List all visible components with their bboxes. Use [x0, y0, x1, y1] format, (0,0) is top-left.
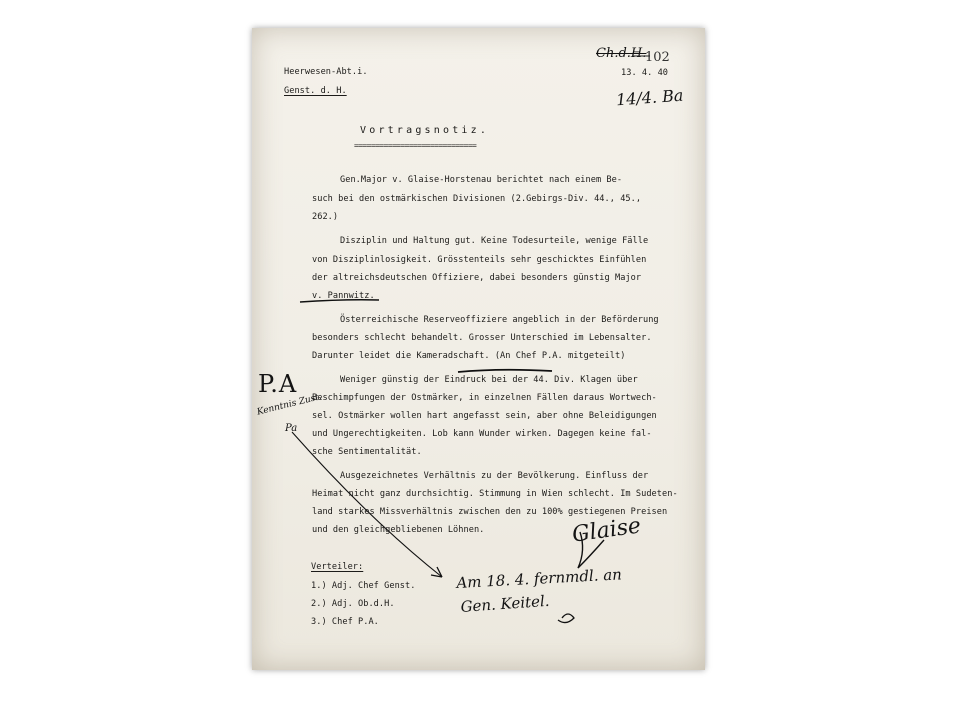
distribution-heading: Verteiler:	[311, 562, 364, 572]
body-line: Beschimpfungen der Ostmärker, in einzelnen Fällen daraus Wortwech-	[312, 393, 657, 403]
distribution-item: 3.) Chef P.A.	[311, 617, 379, 627]
body-line: v. Pannwitz.	[312, 291, 375, 301]
pen-underline-pannwitz	[300, 300, 379, 302]
signature: Glaise	[570, 513, 643, 548]
body-line: besonders schlecht behandelt. Grosser Unterschied im Lebensalter.	[312, 333, 652, 343]
document-title: Vortragsnotiz.	[360, 125, 490, 136]
handwritten-pa: P.A	[258, 370, 298, 398]
body-line: Darunter leidet die Kameradschaft. (An Chef P.A. mitgeteilt)	[312, 351, 626, 361]
body-line: land starkes Missverhältnis zwischen den zu 100% gestiegenen Preisen	[312, 507, 668, 517]
title-double-underline: =============================	[354, 141, 477, 150]
pen-arrow-line	[292, 432, 442, 577]
body-line: und den gleichgebliebenen Löhnen.	[312, 525, 485, 535]
archive-number: 102	[645, 50, 670, 65]
handwritten-initials-date: 14/4. Ba	[615, 85, 684, 110]
distribution-item: 2.) Adj. Ob.d.H.	[311, 599, 395, 609]
body-line: 262.)	[312, 212, 339, 222]
handwritten-note-line-2: Gen. Keitel.	[460, 591, 551, 616]
body-line: sche Sentimentalität.	[312, 447, 422, 457]
pen-underline-44-div	[458, 370, 552, 372]
office-label: Genst. d. H.	[284, 86, 347, 96]
body-line: Gen.Major v. Glaise-Horstenau berichtet nach einem Be-	[340, 175, 623, 185]
handwritten-ch-d-h: Ch.d.H.	[596, 46, 647, 61]
distribution-item: 1.) Adj. Chef Genst.	[311, 581, 416, 591]
handwritten-kenntnis: Kenntnis Zust.	[256, 391, 323, 418]
signature-flourish	[578, 532, 604, 568]
body-line: sel. Ostmärker wollen hart angefasst sein, aber ohne Beleidigungen	[312, 411, 657, 421]
body-line: und Ungerechtigkeiten. Lob kann Wunder wirken. Dagegen keine fal-	[312, 429, 652, 439]
department-label: Heerwesen-Abt.i.	[284, 67, 368, 77]
body-line: Weniger günstig der Eindruck bei der 44. Div. Klagen über	[340, 375, 638, 385]
body-line: Disziplin und Haltung gut. Keine Todesurteile, wenige Fälle	[340, 236, 649, 246]
body-line: von Disziplinlosigkeit. Grösstenteils sehr geschicktes Einfühlen	[312, 255, 647, 265]
document-date: 13. 4. 40	[621, 68, 669, 78]
pen-initial-mark	[558, 614, 574, 623]
body-line: Österreichische Reserveoffiziere angeblich in der Beförderung	[340, 315, 659, 325]
body-line: Ausgezeichnetes Verhältnis zu der Bevölkerung. Einfluss der	[340, 471, 649, 481]
handwritten-initials: Pa	[285, 423, 298, 434]
body-line: Heimat nicht ganz durchsichtig. Stimmung in Wien schlecht. Im Sudeten-	[312, 489, 678, 499]
body-line: such bei den ostmärkischen Divisionen (2.Gebirgs-Div. 44., 45.,	[312, 194, 642, 204]
body-line: der altreichsdeutschen Offiziere, dabei besonders günstig Major	[312, 273, 642, 283]
handwritten-note-line-1: Am 18. 4. fernmdl. an	[456, 565, 623, 592]
